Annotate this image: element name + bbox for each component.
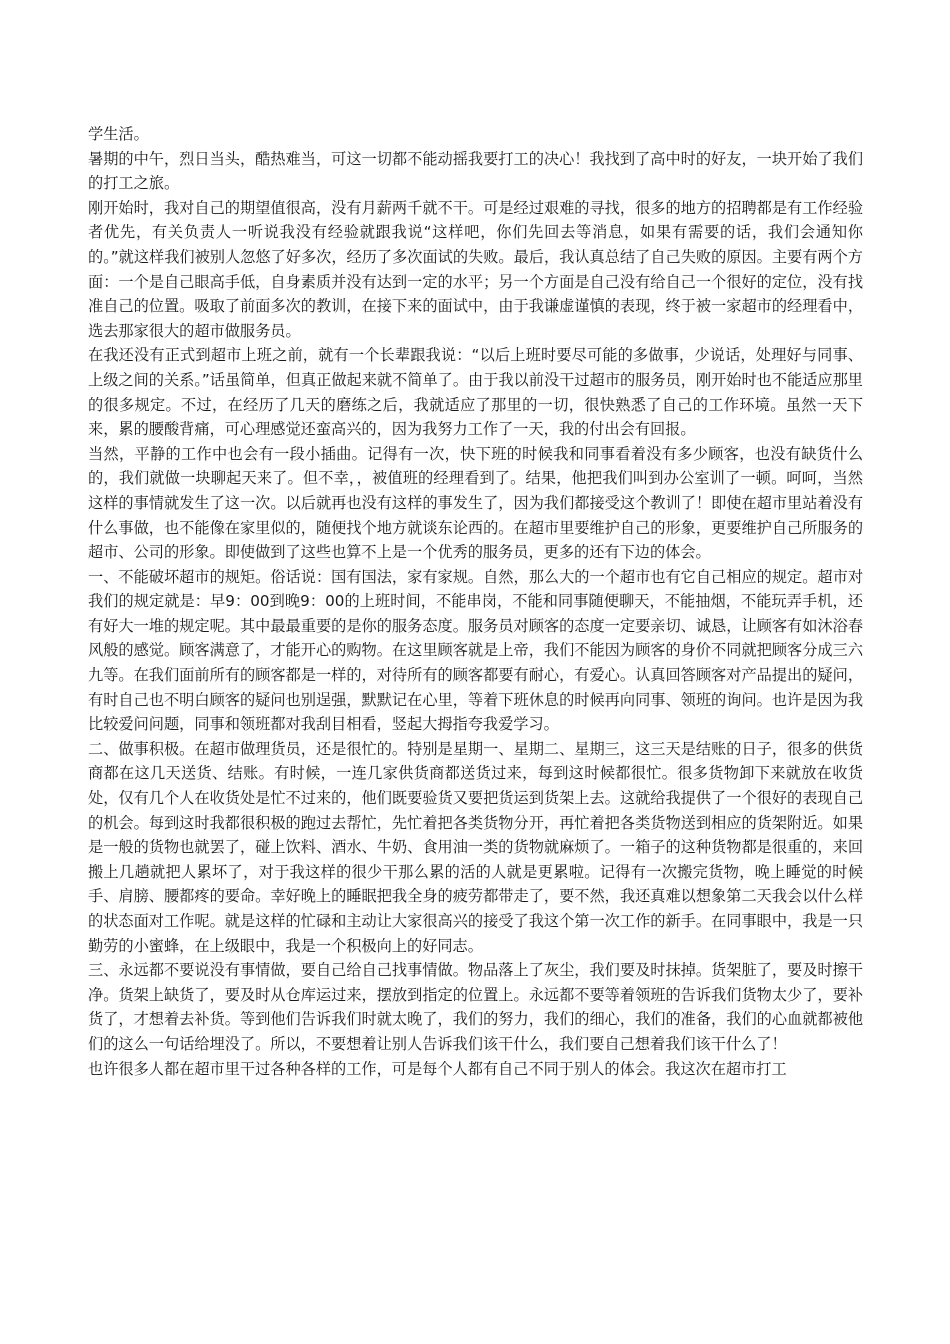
- paragraph-1: 学生活。: [88, 125, 149, 143]
- document-page: [88, 122, 863, 1081]
- paragraph-2: 暑期的中午，烈日当头，酷热难当，可这一切都不能动摇我要打工的决心！我找到了高中时的好友，一块开始了我们的打工之旅。: [88, 149, 863, 193]
- paragraph-4: 在我还没有正式到超市上班之前，就有一个长辈跟我说：“以后上班时要尽可能的多做事，少说话，处理好与同事、上级之间的关系。”话虽简单，但真正做起来就不简单了。由于我以前没干过超市的服务员，刚开始时也不能适应那里的很多规定。不过，在经历了几天的磨练之后，我就适应了那里的一切，很快熟悉了自己的工作环境。虽然一天下来，累的腰酸背痛，可心理感觉还蛮高兴的，因为我努力工作了一天，我的付出会有回报。: [88, 346, 863, 439]
- paragraph-6: 一、不能破坏超市的规矩。俗话说：国有国法，家有家规。自然，那么大的一个超市也有它自己相应的规定。超市对我们的规定就是：早9：00到晚9：00的上班时间，不能串岗，不能和同事随便聊天，不能抽烟，不能玩弄手机，还有好大一堆的规定呢。其中最最重要的是你的服务态度。服务员对顾客的态度一定要亲切、诚恳，让顾客有如沐浴春风般的感觉。顾客满意了，才能开心的购物。在这里顾客就是上帝，我们不能因为顾客的身价不同就把顾客分成三六九等。在我们面前所有的顾客都是一样的，对待所有的顾客都要有耐心，有爱心。认真回答顾客对产品提出的疑问，有时自己也不明白顾客的疑问也别逞强，默默记在心里，等着下班休息的时候再向同事、领班的询问。也许是因为我比较爱问问题，同事和领班都对我刮目相看，竖起大拇指夸我爱学习。: [88, 567, 863, 734]
- paragraph-7: 二、做事积极。在超市做理货员，还是很忙的。特别是星期一、星期二、星期三，这三天是结账的日子，很多的供货商都在这几天送货、结账。有时候，一连几家供货商都送货过来，每到这时候都很忙。很多货物卸下来就放在收货处，仅有几个人在收货处是忙不过来的，他们既要验货又要把货运到货架上去。这就给我提供了一个很好的表现自己的机会。每到这时我都很积极的跑过去帮忙，先忙着把各类货物分开，再忙着把各类货物送到相应的货架附近。如果是一般的货物也就罢了，碰上饮料、酒水、牛奶、食用油一类的货物就麻烦了。一箱子的这种货物都是很重的，来回搬上几趟就把人累坏了，对于我这样的很少干那么累的活的人就是更累啦。记得有一次搬完货物，晚上睡觉的时候手、肩膀、腰都疼的要命。幸好晚上的睡眠把我全身的疲劳都带走了，要不然，我还真难以想象第二天我会以什么样的状态面对工作呢。就是这样的忙碌和主动让大家很高兴的接受了我这个第一次工作的新手。在同事眼中，我是一只勤劳的小蜜蜂，在上级眼中，我是一个积极向上的好同志。: [88, 739, 863, 955]
- paragraph-8: 三、永远都不要说没有事情做，要自己给自己找事情做。物品落上了灰尘，我们要及时抹掉。货架脏了，要及时擦干净。货架上缺货了，要及时从仓库运过来，摆放到指定的位置上。永远都不要等着领班的告诉我们货物太少了，要补货了，才想着去补货。等到他们告诉我们时就太晚了，我们的努力，我们的细心，我们的准备，我们的心血就都被他们的这么一句话给埋没了。所以，不要想着让别人告诉我们该干什么，我们要自己想着我们该干什么了！: [88, 961, 863, 1053]
- paragraph-9: 也许很多人都在超市里干过各种各样的工作，可是每个人都有自己不同于别人的体会。我这次在超市打工: [88, 1059, 787, 1078]
- paragraph-3: 刚开始时，我对自己的期望值很高，没有月薪两千就不干。可是经过艰难的寻找，很多的地方的招聘都是有工作经验者优先，有关负责人一听说我没有经验就跟我说“这样吧，你们先回去等消息，如果有需要的话，我们会通知你的。”就这样我们被别人忽悠了好多次，经历了多次面试的失败。最后，我认真总结了自己失败的原因。主要有两个方面：一个是自己眼高手低，自身素质并没有达到一定的水平；另一个方面是自己没有给自己一个很好的定位，没有找准自己的位置。吸取了前面多次的教训，在接下来的面试中，由于我谦虚谨慎的表现，终于被一家超市的经理看中，选去那家很大的超市做服务员。: [88, 198, 863, 340]
- paragraph-5: 当然，平静的工作中也会有一段小插曲。记得有一次，快下班的时候我和同事看着没有多少顾客，也没有缺货什么的，我们就做一块聊起天来了。但不幸，，被值班的经理看到了。结果，他把我们叫到办公室训了一顿。呵呵，当然这样的事情就发生了这一次。以后就再也没有这样的事发生了，因为我们都接受这个教训了！即使在超市里站着没有什么事做，也不能像在家里似的，随便找个地方就谈东论西的。在超市里要维护自己的形象，更要维护自己所服务的超市、公司的形象。即使做到了这些也算不上是一个优秀的服务员，更多的还有下边的体会。: [88, 444, 863, 562]
